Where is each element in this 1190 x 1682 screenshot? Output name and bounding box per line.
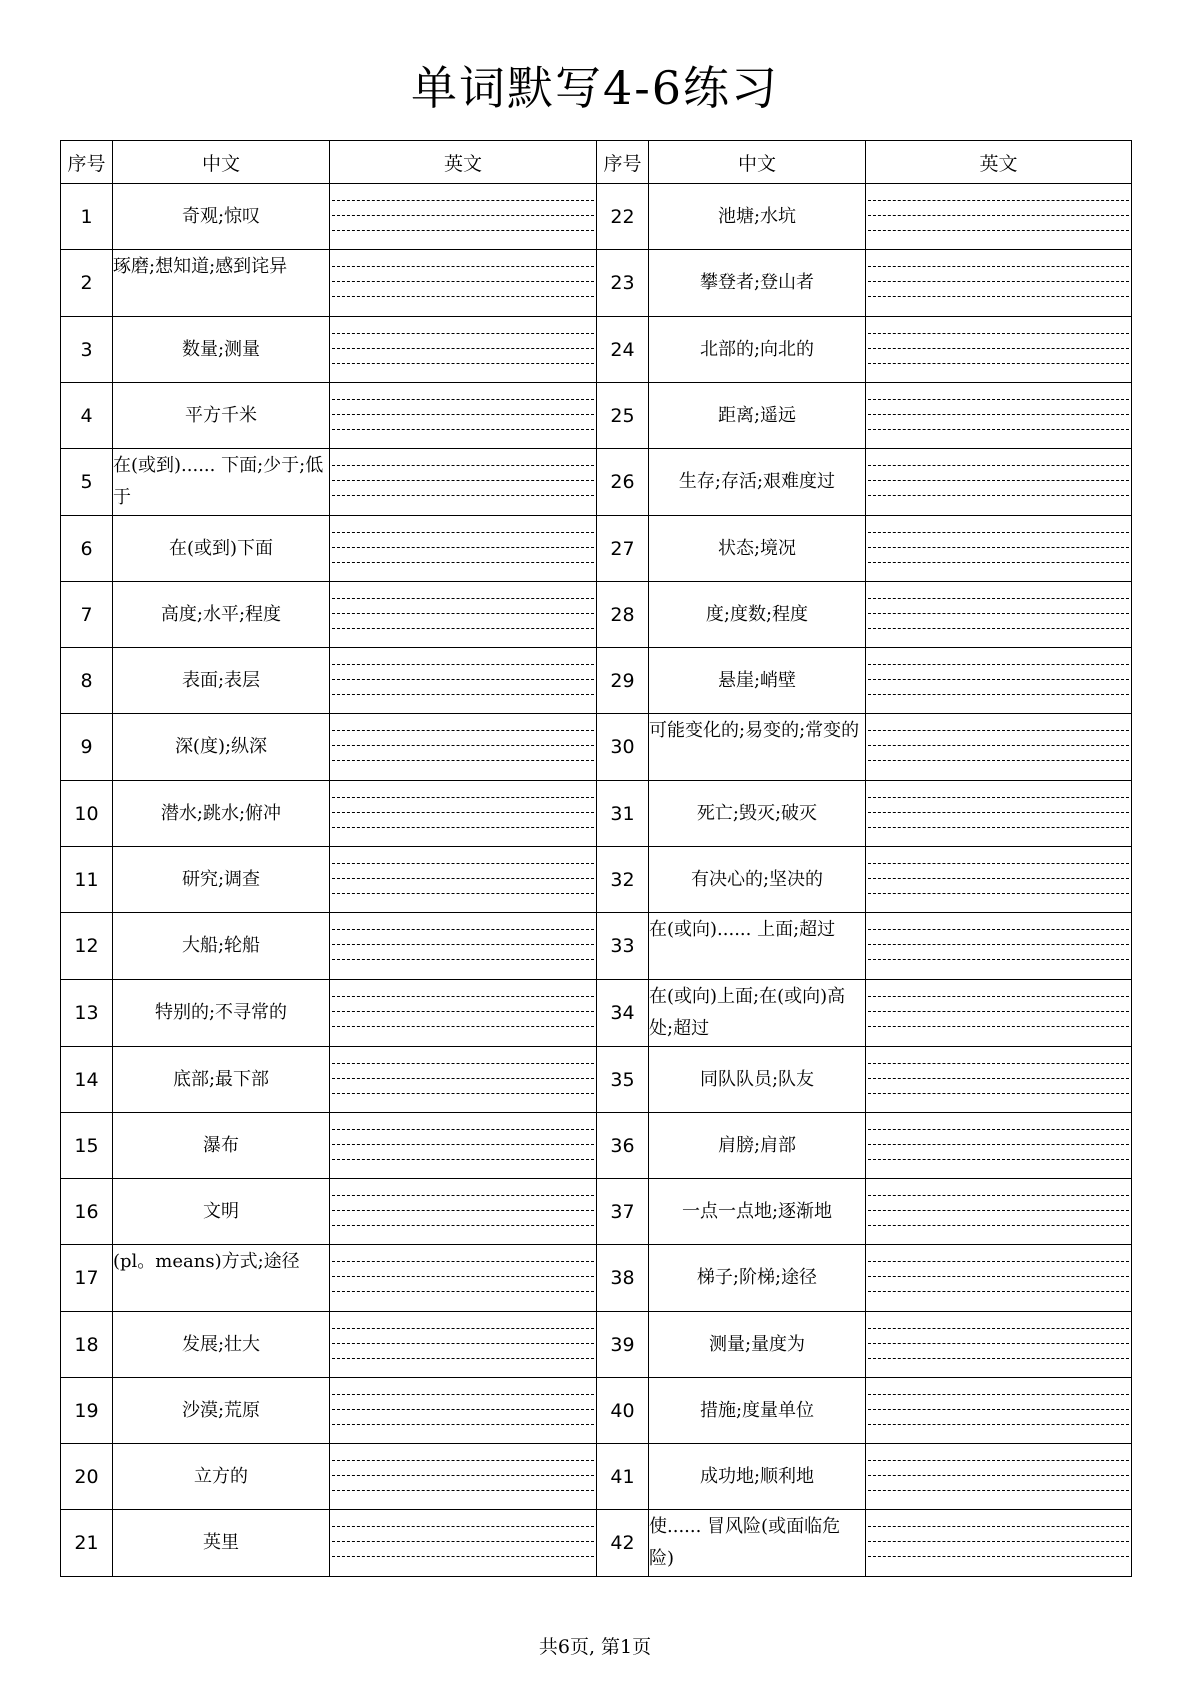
item-number: 26 [597,449,649,516]
table-row [61,250,1132,317]
dashed-writing-line [332,1011,594,1012]
english-answer-field[interactable] [330,317,597,383]
dashed-writing-line [332,628,594,629]
item-number: 13 [61,980,113,1047]
chinese-meaning: 在(或到)...... 下面;少于;低于 [113,449,330,516]
chinese-meaning: 度;度数;程度 [649,582,866,648]
english-answer-field[interactable] [866,516,1132,582]
chinese-meaning: 英里 [113,1510,330,1577]
dashed-writing-line [332,465,594,466]
english-answer-field[interactable] [330,714,597,781]
item-number: 12 [61,913,113,980]
dashed-writing-line [332,230,594,231]
english-answer-field[interactable] [330,980,597,1047]
item-number: 39 [597,1312,649,1378]
english-answer-field[interactable] [866,1047,1132,1113]
english-answer-field[interactable] [330,184,597,250]
english-answer-field[interactable] [866,1444,1132,1510]
dashed-writing-line [332,1490,594,1491]
page-footer: 共6页, 第1页 [538,1636,652,1658]
chinese-meaning: 奇观;惊叹 [113,184,330,250]
dashed-writing-line [868,465,1129,466]
header-english-left: 英文 [330,141,597,184]
dashed-writing-line [868,1011,1129,1012]
dashed-writing-line [868,333,1129,334]
dashed-writing-line [868,414,1129,415]
dashed-writing-line [332,679,594,680]
dashed-writing-line [868,1409,1129,1410]
item-number: 27 [597,516,649,582]
item-number: 31 [597,781,649,847]
dashed-writing-line [868,215,1129,216]
item-number: 6 [61,516,113,582]
item-number: 34 [597,980,649,1047]
dashed-writing-line [332,1409,594,1410]
header-no-left: 序号 [61,141,113,184]
dashed-writing-line [332,429,594,430]
dashed-writing-line [868,1490,1129,1491]
dashed-writing-line [868,547,1129,548]
dashed-writing-line [868,812,1129,813]
dashed-writing-line [868,1460,1129,1461]
english-answer-field[interactable] [330,648,597,714]
item-number: 1 [61,184,113,250]
item-number: 33 [597,913,649,980]
table-row [61,184,1132,250]
chinese-meaning: 可能变化的;易变的;常变的 [649,714,866,781]
dashed-writing-line [332,598,594,599]
dashed-writing-line [868,1394,1129,1395]
dashed-writing-line [332,281,594,282]
item-number: 17 [61,1245,113,1312]
english-answer-field[interactable] [866,1378,1132,1444]
dashed-writing-line [868,893,1129,894]
dashed-writing-line [868,1358,1129,1359]
table-row [61,847,1132,913]
table-row [61,980,1132,1047]
english-answer-field[interactable] [330,1378,597,1444]
item-number: 37 [597,1179,649,1245]
dashed-writing-line [868,1195,1129,1196]
item-number: 42 [597,1510,649,1577]
dashed-writing-line [868,827,1129,828]
item-number: 23 [597,250,649,317]
dashed-writing-line [868,1159,1129,1160]
dashed-writing-line [868,1424,1129,1425]
dashed-writing-line [868,1556,1129,1557]
dashed-writing-line [332,1093,594,1094]
dashed-writing-line [868,1129,1129,1130]
english-answer-field[interactable] [330,1047,597,1113]
item-number: 7 [61,582,113,648]
chinese-meaning: 池塘;水坑 [649,184,866,250]
chinese-meaning: 死亡;毁灭;破灭 [649,781,866,847]
dashed-writing-line [332,1261,594,1262]
item-number: 11 [61,847,113,913]
dashed-writing-line [868,1541,1129,1542]
dashed-writing-line [332,1063,594,1064]
item-number: 10 [61,781,113,847]
dashed-writing-line [868,1526,1129,1527]
dashed-writing-line [868,495,1129,496]
dashed-writing-line [868,745,1129,746]
english-answer-field[interactable] [866,913,1132,980]
item-number: 28 [597,582,649,648]
dashed-writing-line [332,1291,594,1292]
dashed-writing-line [868,959,1129,960]
dashed-writing-line [332,1129,594,1130]
dashed-writing-line [332,613,594,614]
dashed-writing-line [332,1343,594,1344]
dashed-writing-line [868,348,1129,349]
dashed-writing-line [868,929,1129,930]
item-number: 21 [61,1510,113,1577]
english-answer-field[interactable] [330,1179,597,1245]
dashed-writing-line [332,1328,594,1329]
item-number: 8 [61,648,113,714]
dashed-writing-line [332,1195,594,1196]
dashed-writing-line [332,827,594,828]
table-row [61,781,1132,847]
item-number: 35 [597,1047,649,1113]
english-answer-field[interactable] [330,449,597,516]
item-number: 5 [61,449,113,516]
dashed-writing-line [332,1394,594,1395]
chinese-meaning: 在(或向)上面;在(或向)高处;超过 [649,980,866,1047]
dashed-writing-line [868,532,1129,533]
table-row [61,1113,1132,1179]
dashed-writing-line [332,812,594,813]
chinese-meaning: 研究;调查 [113,847,330,913]
chinese-meaning: 在(或向)...... 上面;超过 [649,913,866,980]
dashed-writing-line [332,1526,594,1527]
chinese-meaning: 大船;轮船 [113,913,330,980]
chinese-meaning: 高度;水平;程度 [113,582,330,648]
chinese-meaning: 悬崖;峭壁 [649,648,866,714]
english-answer-field[interactable] [330,1510,597,1577]
chinese-meaning: 北部的;向北的 [649,317,866,383]
table-row [61,516,1132,582]
dashed-writing-line [868,429,1129,430]
dashed-writing-line [868,679,1129,680]
table-row [61,1245,1132,1312]
english-answer-field[interactable] [330,1245,597,1312]
dashed-writing-line [332,797,594,798]
item-number: 19 [61,1378,113,1444]
dashed-writing-line [868,1225,1129,1226]
dashed-writing-line [868,363,1129,364]
dashed-writing-line [868,1093,1129,1094]
item-number: 41 [597,1444,649,1510]
dashed-writing-line [868,296,1129,297]
dashed-writing-line [868,760,1129,761]
vocabulary-table [60,140,1132,1577]
english-answer-field[interactable] [866,648,1132,714]
dashed-writing-line [332,547,594,548]
chinese-meaning: 瀑布 [113,1113,330,1179]
english-answer-field[interactable] [330,250,597,317]
dashed-writing-line [332,414,594,415]
table-row [61,714,1132,781]
dashed-writing-line [868,613,1129,614]
dashed-writing-line [868,1475,1129,1476]
dashed-writing-line [332,215,594,216]
english-answer-field[interactable] [866,250,1132,317]
chinese-meaning: 攀登者;登山者 [649,250,866,317]
chinese-meaning: 措施;度量单位 [649,1378,866,1444]
chinese-meaning: 在(或到)下面 [113,516,330,582]
table-row [61,1312,1132,1378]
dashed-writing-line [332,480,594,481]
chinese-meaning: 一点一点地;逐渐地 [649,1179,866,1245]
dashed-writing-line [868,996,1129,997]
header-english-right: 英文 [866,141,1132,184]
dashed-writing-line [332,1026,594,1027]
dashed-writing-line [332,1424,594,1425]
chinese-meaning: 成功地;顺利地 [649,1444,866,1510]
item-number: 18 [61,1312,113,1378]
item-number: 4 [61,383,113,449]
chinese-meaning: 状态;境况 [649,516,866,582]
english-answer-field[interactable] [866,449,1132,516]
item-number: 40 [597,1378,649,1444]
english-answer-field[interactable] [330,1312,597,1378]
dashed-writing-line [868,480,1129,481]
english-answer-field[interactable] [330,516,597,582]
item-number: 30 [597,714,649,781]
dashed-writing-line [332,944,594,945]
english-answer-field[interactable] [866,1113,1132,1179]
dashed-writing-line [332,1276,594,1277]
english-answer-field[interactable] [866,714,1132,781]
dashed-writing-line [332,878,594,879]
chinese-meaning: 沙漠;荒原 [113,1378,330,1444]
dashed-writing-line [332,1078,594,1079]
dashed-writing-line [868,628,1129,629]
dashed-writing-line [868,664,1129,665]
english-answer-field[interactable] [330,1444,597,1510]
dashed-writing-line [868,1343,1129,1344]
english-answer-field[interactable] [330,913,597,980]
dashed-writing-line [868,266,1129,267]
dashed-writing-line [332,348,594,349]
chinese-meaning: 有决心的;坚决的 [649,847,866,913]
dashed-writing-line [868,598,1129,599]
dashed-writing-line [332,1144,594,1145]
header-chinese-left: 中文 [113,141,330,184]
item-number: 22 [597,184,649,250]
dashed-writing-line [868,230,1129,231]
dashed-writing-line [332,562,594,563]
chinese-meaning: 生存;存活;艰难度过 [649,449,866,516]
dashed-writing-line [332,532,594,533]
dashed-writing-line [332,863,594,864]
item-number: 16 [61,1179,113,1245]
english-answer-field[interactable] [866,1510,1132,1577]
dashed-writing-line [332,760,594,761]
english-answer-field[interactable] [866,184,1132,250]
dashed-writing-line [332,893,594,894]
dashed-writing-line [332,266,594,267]
item-number: 15 [61,1113,113,1179]
dashed-writing-line [332,399,594,400]
chinese-meaning: 文明 [113,1179,330,1245]
dashed-writing-line [868,944,1129,945]
dashed-writing-line [868,1063,1129,1064]
dashed-writing-line [868,694,1129,695]
english-answer-field[interactable] [866,383,1132,449]
english-answer-field[interactable] [330,383,597,449]
chinese-meaning: 平方千米 [113,383,330,449]
chinese-meaning: 发展;壮大 [113,1312,330,1378]
english-answer-field[interactable] [866,980,1132,1047]
dashed-writing-line [332,664,594,665]
item-number: 32 [597,847,649,913]
english-answer-field[interactable] [330,582,597,648]
chinese-meaning: 琢磨;想知道;感到诧异 [113,250,330,317]
english-answer-field[interactable] [866,317,1132,383]
table-row [61,913,1132,980]
dashed-writing-line [332,694,594,695]
dashed-writing-line [332,1159,594,1160]
dashed-writing-line [332,730,594,731]
dashed-writing-line [332,495,594,496]
item-number: 24 [597,317,649,383]
dashed-writing-line [332,929,594,930]
dashed-writing-line [868,878,1129,879]
dashed-writing-line [868,399,1129,400]
english-answer-field[interactable] [866,1312,1132,1378]
dashed-writing-line [332,1475,594,1476]
chinese-meaning: 潜水;跳水;俯冲 [113,781,330,847]
english-answer-field[interactable] [330,1113,597,1179]
dashed-writing-line [868,1210,1129,1211]
dashed-writing-line [868,1261,1129,1262]
table-row [61,582,1132,648]
item-number: 2 [61,250,113,317]
page-title: 单词默写4-6练习 [410,61,780,115]
dashed-writing-line [868,797,1129,798]
chinese-meaning: 表面;表层 [113,648,330,714]
dashed-writing-line [868,730,1129,731]
item-number: 14 [61,1047,113,1113]
english-answer-field[interactable] [330,781,597,847]
table-row [61,1047,1132,1113]
dashed-writing-line [868,200,1129,201]
chinese-meaning: 使...... 冒风险(或面临危险) [649,1510,866,1577]
dashed-writing-line [868,1144,1129,1145]
dashed-writing-line [332,333,594,334]
chinese-meaning: 底部;最下部 [113,1047,330,1113]
english-answer-field[interactable] [866,1179,1132,1245]
dashed-writing-line [868,1328,1129,1329]
item-number: 3 [61,317,113,383]
item-number: 36 [597,1113,649,1179]
item-number: 25 [597,383,649,449]
dashed-writing-line [332,1358,594,1359]
english-answer-field[interactable] [866,1245,1132,1312]
dashed-writing-line [332,1460,594,1461]
table-row [61,1444,1132,1510]
english-answer-field[interactable] [866,847,1132,913]
item-number: 9 [61,714,113,781]
chinese-meaning: 同队队员;队友 [649,1047,866,1113]
dashed-writing-line [868,1276,1129,1277]
dashed-writing-line [332,1210,594,1211]
table-row [61,1378,1132,1444]
dashed-writing-line [332,996,594,997]
dashed-writing-line [332,959,594,960]
dashed-writing-line [332,200,594,201]
chinese-meaning: 立方的 [113,1444,330,1510]
chinese-meaning: 距离;遥远 [649,383,866,449]
chinese-meaning: 肩膀;肩部 [649,1113,866,1179]
dashed-writing-line [332,745,594,746]
table-row [61,648,1132,714]
dashed-writing-line [868,1026,1129,1027]
chinese-meaning: 测量;量度为 [649,1312,866,1378]
dashed-writing-line [332,1556,594,1557]
dashed-writing-line [332,1541,594,1542]
dashed-writing-line [868,281,1129,282]
header-row [61,141,1132,184]
chinese-meaning: 数量;测量 [113,317,330,383]
dashed-writing-line [868,562,1129,563]
dashed-writing-line [868,1291,1129,1292]
table-row [61,317,1132,383]
item-number: 20 [61,1444,113,1510]
english-answer-field[interactable] [866,582,1132,648]
table-row [61,1179,1132,1245]
chinese-meaning: 特别的;不寻常的 [113,980,330,1047]
table-row [61,449,1132,516]
header-no-right: 序号 [597,141,649,184]
dashed-writing-line [332,296,594,297]
item-number: 29 [597,648,649,714]
table-row [61,383,1132,449]
chinese-meaning: (pl。means)方式;途径 [113,1245,330,1312]
header-chinese-right: 中文 [649,141,866,184]
english-answer-field[interactable] [866,781,1132,847]
chinese-meaning: 梯子;阶梯;途径 [649,1245,866,1312]
dashed-writing-line [868,863,1129,864]
item-number: 38 [597,1245,649,1312]
dashed-writing-line [868,1078,1129,1079]
english-answer-field[interactable] [330,847,597,913]
dashed-writing-line [332,363,594,364]
table-row [61,1510,1132,1577]
dashed-writing-line [332,1225,594,1226]
chinese-meaning: 深(度);纵深 [113,714,330,781]
